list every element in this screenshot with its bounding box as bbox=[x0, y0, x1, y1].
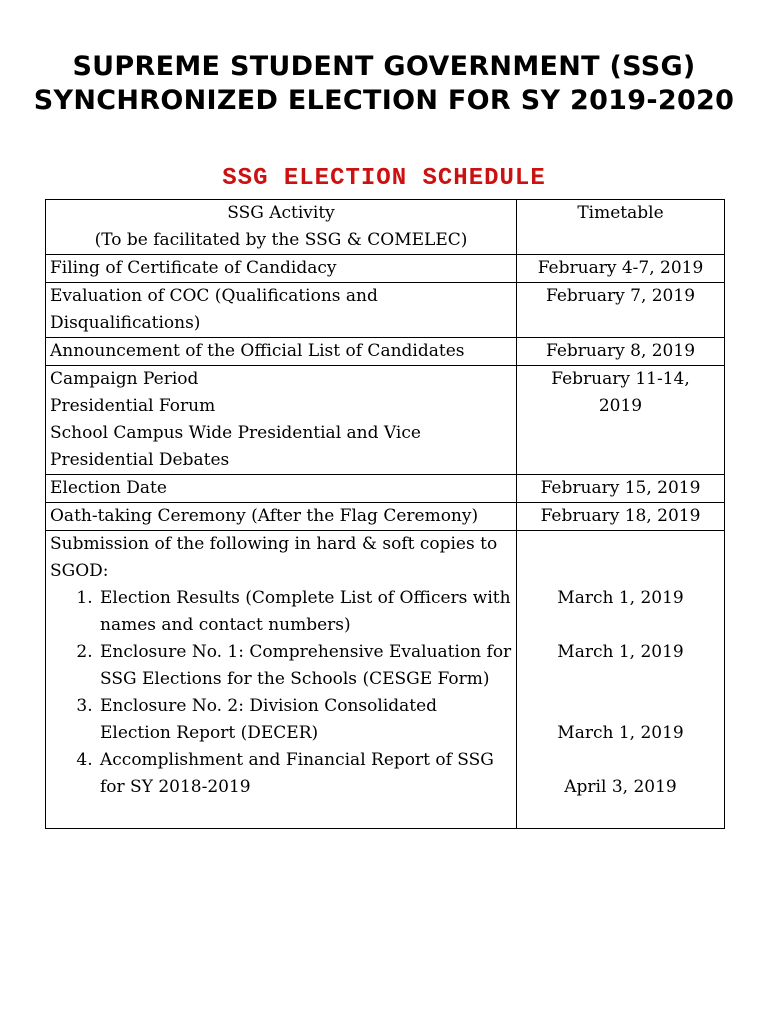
activity-cell bbox=[46, 366, 517, 475]
header-activity-cell bbox=[46, 200, 517, 255]
timetable-value: February 11-14, 2019 bbox=[551, 369, 690, 416]
activity-cell: Filing of Certificate of Candidacy bbox=[46, 255, 517, 283]
schedule-table bbox=[45, 199, 725, 829]
list-item: 3. Enclosure No. 2: Division Consolidated Election Report (DECER) bbox=[98, 693, 512, 747]
table-row bbox=[46, 338, 725, 366]
timetable-cell: February 7, 2019 bbox=[517, 283, 725, 338]
submission-date: April 3, 2019 bbox=[564, 777, 677, 797]
schedule-heading: SSG ELECTION SCHEDULE bbox=[222, 165, 546, 192]
timetable-cell bbox=[517, 531, 725, 829]
table-row bbox=[46, 366, 725, 475]
activity-cell: Election Date bbox=[46, 475, 517, 503]
header-activity-label: SSG Activity bbox=[227, 203, 335, 223]
title-line-1: SUPREME STUDENT GOVERNMENT (SSG) bbox=[72, 51, 696, 82]
header-timetable-cell: Timetable bbox=[517, 200, 725, 255]
timetable-cell: February 8, 2019 bbox=[517, 338, 725, 366]
table-row bbox=[46, 255, 725, 283]
activity-line: School Campus Wide Presidential and Vice Presidential Debates bbox=[50, 423, 421, 470]
activity-line: Presidential Forum bbox=[50, 396, 216, 416]
activity-cell bbox=[46, 531, 517, 829]
activity-line: Campaign Period bbox=[50, 369, 199, 389]
timetable-cell: February 4-7, 2019 bbox=[517, 255, 725, 283]
submission-list bbox=[50, 585, 512, 801]
table-row bbox=[46, 475, 725, 503]
list-item: 4. Accomplishment and Financial Report of SSG for SY 2018-2019 bbox=[98, 747, 512, 801]
list-item: 2. Enclosure No. 1: Comprehensive Evaluation for SSG Elections for the Schools (CESGE Form) bbox=[98, 639, 512, 693]
submission-date: March 1, 2019 bbox=[557, 588, 684, 608]
timetable-cell: February 18, 2019 bbox=[517, 503, 725, 531]
list-item: 1. Election Results (Complete List of Officers with names and contact numbers) bbox=[98, 585, 512, 639]
activity-cell: Oath-taking Ceremony (After the Flag Ceremony) bbox=[46, 503, 517, 531]
document-title bbox=[0, 50, 768, 118]
timetable-cell bbox=[517, 366, 725, 475]
submission-intro: Submission of the following in hard & soft copies to SGOD: bbox=[50, 534, 498, 581]
activity-cell: Announcement of the Official List of Candidates bbox=[46, 338, 517, 366]
table-row bbox=[46, 531, 725, 829]
submission-date: March 1, 2019 bbox=[557, 642, 684, 662]
timetable-cell: February 15, 2019 bbox=[517, 475, 725, 503]
table-header-row bbox=[46, 200, 725, 255]
table-row bbox=[46, 283, 725, 338]
table-row bbox=[46, 503, 725, 531]
title-line-2: SYNCHRONIZED ELECTION FOR SY 2019-2020 bbox=[33, 85, 735, 116]
activity-cell: Evaluation of COC (Qualifications and Disqualifications) bbox=[46, 283, 517, 338]
header-activity-note: (To be facilitated by the SSG & COMELEC) bbox=[94, 230, 468, 250]
submission-date: March 1, 2019 bbox=[557, 723, 684, 743]
